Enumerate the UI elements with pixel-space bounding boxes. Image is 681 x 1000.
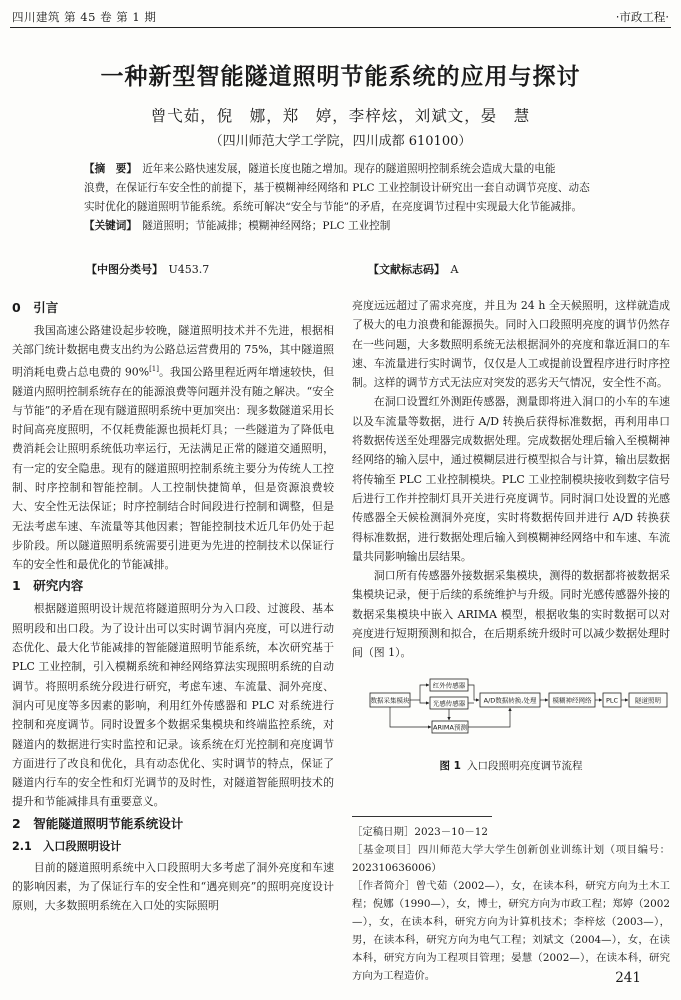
label-data-collection: 数据采集模块	[370, 696, 410, 705]
section-label: ·市政工程·	[615, 10, 669, 24]
keywords-line	[84, 217, 656, 236]
figure-number: 图 1	[439, 759, 461, 772]
label-fuzzy-neural-network: 模糊神经网络	[552, 696, 592, 705]
received-label: ［定稿日期］	[352, 825, 415, 838]
affiliation: （四川师范大学工学院，四川成都 610100）	[209, 134, 472, 149]
label-light-sensor: 光感传感器	[432, 698, 466, 707]
figure-1-caption	[352, 757, 670, 776]
page-number: 241	[615, 970, 641, 986]
entrance-paragraph: 目前的隧道照明系统中入口段照明大多考虑了洞外亮度和车速的影响因素，为了保证行车的安全性和“遇亮则亮”的照明亮度设计原则，大多数照明系统在入口处的实际照明	[12, 860, 334, 913]
clc-value: U453.7	[168, 263, 210, 276]
heading-system-design: 2 智能隧道照明节能系统设计	[12, 815, 184, 831]
right-paragraph-3: 洞口所有传感器外接数据采集模块，测得的数据都将被数据采集模块记录，便于后续的系统维护与升级。同时光感传感器外接的数据采集模块中嵌入 ARIMA 模型，根据收集的实时数据可以对亮度进行短期预测和拟合，在后期系统升级时可以减少数据处理时间（图 1）。	[352, 569, 670, 660]
header-rule	[10, 27, 671, 28]
heading-entrance-lighting: 2.1 入口段照明设计	[12, 839, 122, 853]
clc-number	[86, 261, 209, 277]
heading-research-content: 1 研究内容	[12, 578, 84, 594]
right-paragraph-2: 在洞口设置红外测距传感器，测量即将进入洞口的小车的车速以及车流量等数据，进行 A/D 转换后获得标准数据，再利用串口将数据传送至处理器完成数据处理。完成数据处理后输入至模糊神经网络的输入层中，通过模糊层进行模型拟合与计算，输出层数据将传输至 PLC 工业控制模块。PLC 工业控制模块接收到数字信号后进行工作并控制灯具开关进行亮度调节。同时洞口处设置的光感传感器全天候检测洞外亮度，实时将数据传回并进行 A/D 转换获得标准数据，进行数据处理后输入到模糊神经网络中和车速、车流量共同影响输出层结果。	[352, 395, 670, 563]
paper-title: 一种新型智能隧道照明节能系统的应用与探讨	[100, 64, 581, 90]
intro-text-b: 。我国公路里程近两年增速较快，但隧道内照明控制系统存在的能源浪费等问题并没有随之解决。“安全与节能”的矛盾在现有隧道照明系统中更加突出：现多数隧道采用长时间高亮度照明，不仅耗费能源也损耗灯具；一些隧道为了降低电费消耗会让照明系统低功率运行，无法满足正常的隧道交通照明，有一定的安全隐患。现有的隧道照明控制系统主要分为传统人工控制、时序控制和智能控制。人工控制快捷简单，但是资源浪费较大、安全性无法保证；时序控制结合时间段进行控制和调整，但是无法考虑车速、车流量等其他因素；智能控制技术近几年仍处于起步阶段。所以隧道照明系统需要引进更为先进的控制技术以保证行车的安全性和最优化的节能减排。	[12, 365, 334, 572]
footnote-received	[352, 823, 670, 841]
heading-introduction: 0 引言	[12, 300, 59, 315]
abstract-line-2: 浪费，在保证行车安全性的前提下，基于模糊神经网络和 PLC 工业控制设计研究出一套自动调节亮度、动态	[84, 182, 590, 194]
abstract-line-3: 实时优化的隧道照明节能系统。系统可解决“安全与节能”的矛盾，在亮度调节过程中实现最大化节能减排。	[84, 201, 583, 213]
bio-text: 曾弋茹（2002—），女，在读本科，研究方向为土木工程；倪娜（1990—），女，博士，研究方向为市政工程；郑婷（2002—），女，在读本科，研究方向为计算机技术；李梓炫（2003—），男，在读本科，研究方向为电气工程；刘斌文（2004—），女，在读本科，研究方向为工程项目管理；晏慧（2002—），在读本科，研究方向为工程造价。	[352, 879, 670, 982]
bio-label: ［作者简介］	[352, 879, 416, 892]
doc-code-label: 【文献标志码】	[368, 263, 440, 276]
figure-1-flowchart	[352, 671, 670, 755]
label-ad-conversion: A/D数据转换,处理	[483, 696, 537, 705]
fund-label: ［基金项目］	[352, 843, 418, 856]
keywords-label: 【关键词】	[84, 220, 132, 232]
label-tunnel-lighting: 隧道照明	[635, 696, 661, 705]
abstract-block	[84, 160, 656, 236]
footnote-author-bio	[352, 877, 670, 985]
journal-issue: 四川建筑 第 45 卷 第 1 期	[12, 10, 157, 24]
right-paragraph-1: 亮度远远超过了需求亮度，并且为 24 h 全天候照明，这样就造成了极大的电力浪费和能源损失。同时入口段照明亮度的调节仍然存在一些问题，大多数照明系统无法根据洞外的亮度和靠近洞口的车速、车流量进行实时调节，仅仅是人工或提前设置程序进行时序控制。这样的调节方式无法应对突发的恶劣天气情况，安全性不高。	[352, 299, 670, 390]
abstract-label: 【摘 要】	[84, 163, 132, 175]
label-plc: PLC	[605, 696, 619, 705]
arrow-infrared-ad	[468, 685, 479, 700]
document-code	[368, 261, 458, 277]
running-head	[12, 6, 669, 28]
doc-code-value: A	[450, 263, 459, 276]
citation-1: [1]	[149, 364, 159, 373]
flowchart-svg	[352, 671, 670, 755]
right-column	[352, 296, 670, 985]
arrow-branch-infrared	[420, 685, 429, 700]
arrow-arima-ad	[468, 708, 510, 727]
intro-paragraph	[12, 321, 334, 574]
left-column	[12, 296, 334, 916]
abstract-text-1: 近年来公路快速发展，隧道长度也随之增加。现存的隧道照明控制系统会造成大量的电能	[142, 163, 556, 175]
label-arima: ARIMA预测	[433, 722, 467, 731]
abstract-line-1	[84, 160, 656, 179]
arrow-branch-light	[420, 700, 429, 703]
clc-label: 【中图分类号】	[86, 263, 158, 276]
arrow-collect-arima	[390, 707, 431, 727]
fund-text: 四川师范大学大学生创新创业训练计划（项目编号：202310636006）	[352, 843, 671, 874]
research-paragraph: 根据隧道照明设计规范将隧道照明分为入口段、过渡段、基本照明段和出口段。为了设计出可以实时调节洞内亮度，可以进行动态优化、最大化节能减排的智能隧道照明节能系统，本次研究基于 PLC 工业控制，引入模糊系统和神经网络算法实现照明系统的自动调节。将照明系统分段进行研究，考虑车速、车流量、洞外亮度、洞内可见度等多因素的影响，利用红外传感器和 PLC 对系统进行控制和亮度调节。同时设置多个数据采集模块和终端监控系统，对隧道内的数据进行实时监控和记录。该系统在灯光控制和亮度调节方面进行了改良和优化，具有动态优化、实时调节的特点，保证了隧道内行车的安全性和灯光调节的及时性，对隧道智能照明技术的提升和节能减排具有重要意义。	[12, 602, 334, 809]
footnote-fund	[352, 841, 670, 877]
keywords-text: 隧道照明；节能减排；模糊神经网络；PLC 工业控制	[142, 220, 391, 232]
figure-caption-text: 入口段照明亮度调节流程	[466, 759, 583, 772]
received-date: 2023－10－12	[414, 825, 489, 838]
label-infrared-sensor: 红外传感器	[432, 680, 466, 689]
intro-text-a: 我国高速公路建设起步较晚，隧道照明技术并不先进，根据相关部门统计数据电费支出约为公路总运营费用的 75%，其中隧道照明消耗电费占总电费的 90%	[12, 324, 334, 379]
footnote-rule	[352, 816, 492, 817]
author-list: 曾弋茹，倪 娜，郑 婷，李梓炫，刘斌文，晏 慧	[150, 107, 531, 125]
